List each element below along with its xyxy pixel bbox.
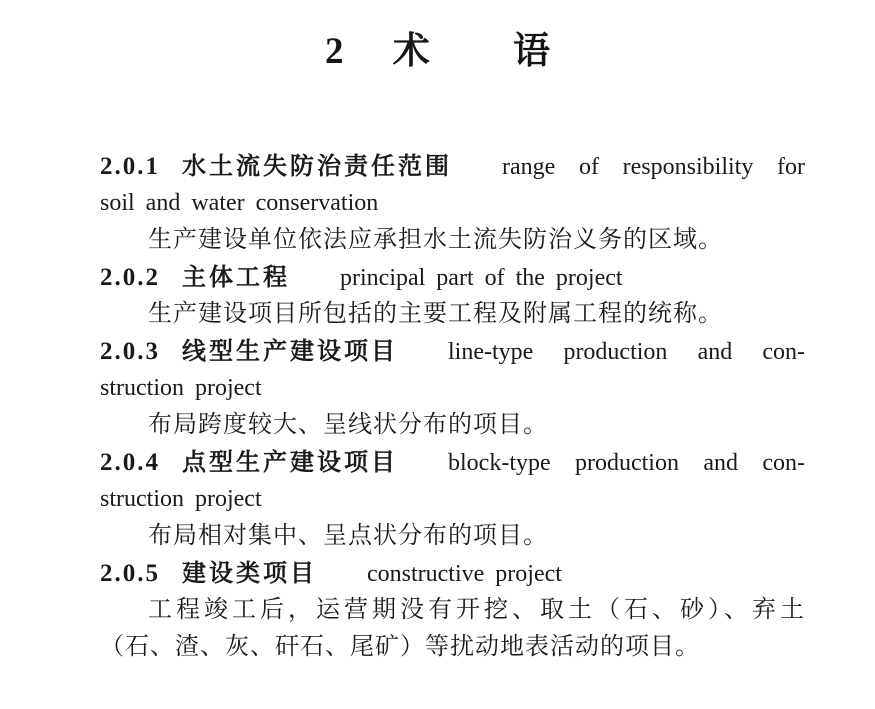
term-english-continuation: soil and water conservation xyxy=(100,190,379,216)
term-entry-2-0-3 xyxy=(100,333,805,444)
term-chinese: 点型生产建设项目 xyxy=(182,449,398,476)
term-english-continuation: struction project xyxy=(100,375,262,401)
term-entry-2-0-5 xyxy=(100,555,805,666)
chapter-title-word-second: 语 xyxy=(513,31,550,72)
term-chinese: 建设类项目 xyxy=(182,560,317,587)
term-chinese: 主体工程 xyxy=(182,264,290,291)
term-entry-2-0-4 xyxy=(100,444,805,555)
term-number: 2.0.3 xyxy=(100,338,160,365)
terms-list xyxy=(100,148,805,666)
term-definition: 布局相对集中、呈点状分布的项目。 xyxy=(148,523,548,549)
chapter-number: 2 xyxy=(325,31,344,72)
term-heading xyxy=(100,333,805,370)
term-english-continuation: struction project xyxy=(100,486,262,512)
term-number: 2.0.5 xyxy=(100,560,160,587)
term-chinese: 水土流失防治责任范围 xyxy=(182,153,452,180)
term-heading xyxy=(100,555,805,592)
term-chinese: 线型生产建设项目 xyxy=(182,338,398,365)
term-english: range of responsibility for xyxy=(502,154,805,180)
document-page xyxy=(0,30,875,709)
term-definition: 工程竣工后，运营期没有开挖、取土（石、砂）、弃土（石、渣、灰、矸石、尾矿）等扰动地表活动的项目。 xyxy=(100,597,805,660)
term-entry-2-0-1 xyxy=(100,148,805,259)
chapter-title xyxy=(0,30,875,74)
term-english: line-type production and con- xyxy=(448,339,805,365)
term-number: 2.0.2 xyxy=(100,264,160,291)
term-heading xyxy=(100,444,805,481)
term-english: principal part of the project xyxy=(340,265,623,291)
term-entry-2-0-2 xyxy=(100,259,805,333)
term-english: block-type production and con- xyxy=(448,450,805,476)
term-heading xyxy=(100,259,805,296)
term-definition: 生产建设项目所包括的主要工程及附属工程的统称。 xyxy=(148,301,723,327)
term-english: constructive project xyxy=(367,561,562,587)
term-number: 2.0.1 xyxy=(100,153,160,180)
term-number: 2.0.4 xyxy=(100,449,160,476)
term-heading xyxy=(100,148,805,185)
chapter-title-word-first: 术 xyxy=(392,31,430,72)
term-definition: 布局跨度较大、呈线状分布的项目。 xyxy=(148,412,548,438)
term-definition: 生产建设单位依法应承担水土流失防治义务的区域。 xyxy=(148,227,723,253)
